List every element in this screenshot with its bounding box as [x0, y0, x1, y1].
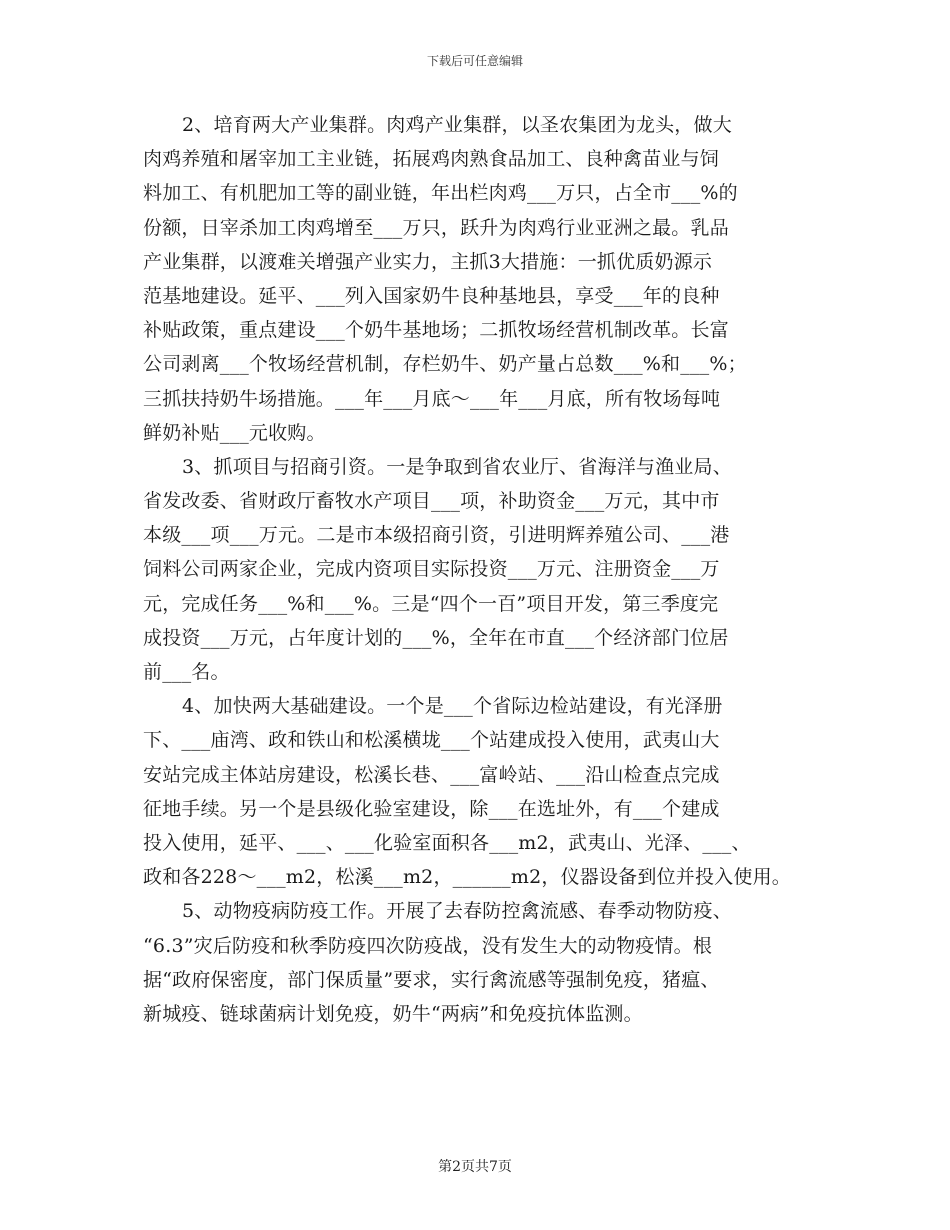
- text-line: 补贴政策，重点建设___个奶牛基地场；二抓牧场经营机制改革。长富: [143, 319, 729, 342]
- paragraph-4: [143, 894, 815, 1031]
- text-line: 元，完成任务___%和___%。三是“四个一百”项目开发，第三季度完: [143, 592, 719, 615]
- text-line: 份额，日宰杀加工肉鸡增至___万只，跃升为肉鸡行业亚洲之最。乳品: [143, 216, 729, 239]
- text-line: 三抓扶持奶牛场措施。___年___月底～___年___月底，所有牧场每吨: [143, 387, 721, 410]
- text-line: 据“政府保密度，部门保质量”要求，实行禽流感等强制免疫，猪瘟、: [143, 968, 720, 991]
- paragraph-3: [143, 689, 815, 894]
- text-line: 产业集群，以渡难关增强产业实力，主抓3大措施：一抓优质奶源示: [143, 250, 713, 273]
- text-line: 前___名。: [143, 661, 230, 683]
- text-line: 成投资___万元，占年度计划的___%，全年在市直___个经济部门位居: [143, 626, 729, 649]
- text-line: 料加工、有机肥加工等的副业链，年出栏肉鸡___万只，占全市___%的: [143, 182, 738, 205]
- text-line: 投入使用，延平、___、___化验室面积各___m2，武夷山、光泽、___、: [143, 831, 751, 854]
- text-line: 鲜奶补贴___元收购。: [143, 421, 326, 444]
- text-line: 3、抓项目与招商引资。一是争取到省农业厅、省海洋与渔业局、: [182, 455, 732, 478]
- text-line: 2、培育两大产业集群。肉鸡产业集群，以圣农集团为龙头，做大: [182, 114, 732, 136]
- paragraph-1: [143, 108, 815, 450]
- paragraph-2: [143, 450, 815, 689]
- text-line: 省发改委、省财政厅畜牧水产项目___项，补助资金___万元，其中市: [143, 490, 720, 513]
- text-line: 饲料公司两家企业，完成内资项目实际投资___万元、注册资金___万: [143, 558, 720, 581]
- text-line: 4、加快两大基础建设。一个是___个省际边检站建设，有光泽册: [182, 695, 723, 718]
- text-line: 征地手续。另一个是县级化验室建设，除___在选址外，有___个建成: [143, 797, 720, 820]
- document-body: [143, 108, 815, 1031]
- text-line: 本级___项___万元。二是市本级招商引资，引进明辉养殖公司、___港: [143, 524, 730, 547]
- text-line: 下、___庙湾、政和铁山和松溪横垅___个站建成投入使用，武夷山大: [143, 729, 720, 752]
- text-line: 肉鸡养殖和屠宰加工主业链，拓展鸡肉熟食品加工、良种禽苗业与饲: [143, 148, 720, 171]
- text-line: 公司剥离___个牧场经营机制，存栏奶牛、奶产量占总数___%和___%；: [143, 353, 747, 376]
- text-line: 新城疫、链球菌病计划免疫，奶牛“两病”和免疫抗体监测。: [143, 1002, 643, 1025]
- page-number: 第2页共7页: [438, 1159, 512, 1175]
- text-line: 范基地建设。延平、___列入国家奶牛良种基地县，享受___年的良种: [143, 284, 720, 307]
- text-line: “6.3”灾后防疫和秋季防疫四次防疫战，没有发生大的动物疫情。根: [143, 934, 713, 957]
- text-line: 5、动物疫病防疫工作。开展了去春防控禽流感、春季动物防疫、: [182, 900, 732, 923]
- text-line: 安站完成主体站房建设，松溪长巷、___富岭站、___沿山检查点完成: [143, 763, 720, 786]
- page-header: 下载后可任意编辑: [426, 54, 523, 68]
- text-line: 政和各228～___m2，松溪___m2，______m2，仪器设备到位并投入使用。: [143, 866, 791, 889]
